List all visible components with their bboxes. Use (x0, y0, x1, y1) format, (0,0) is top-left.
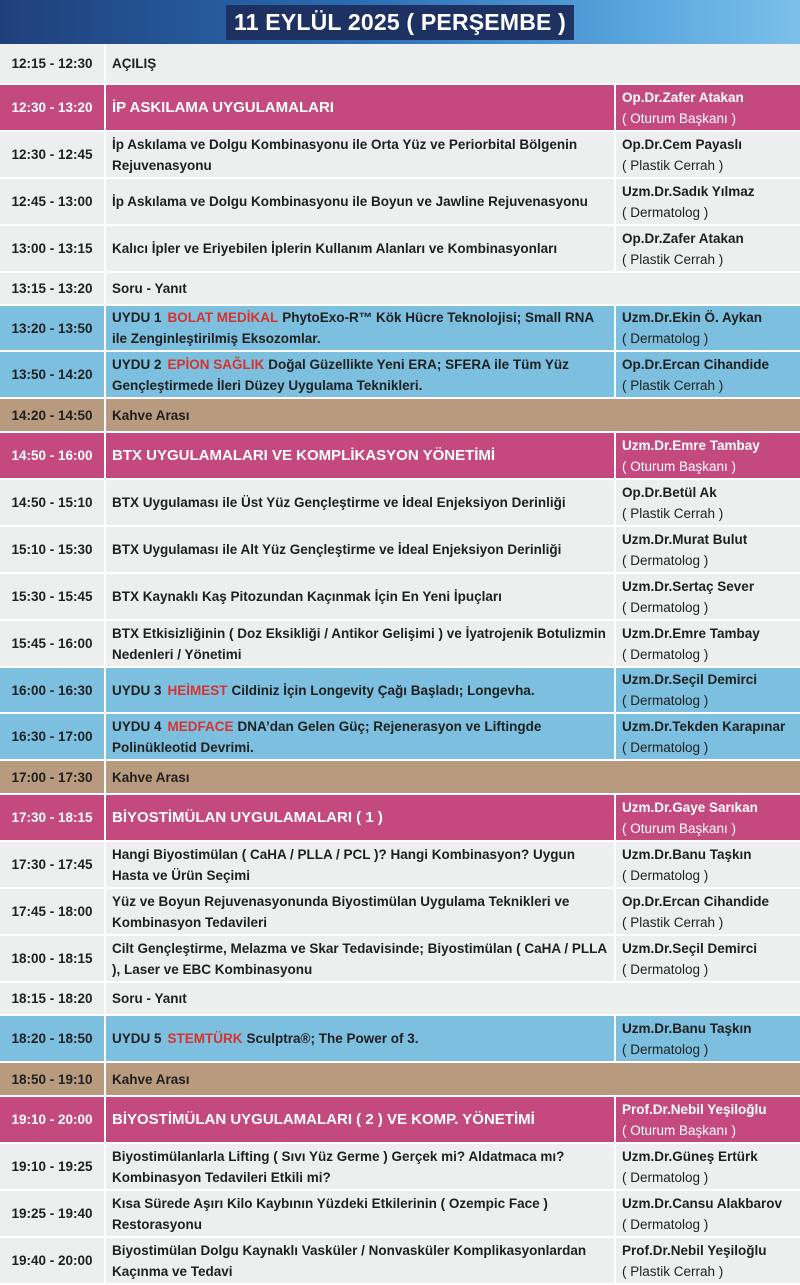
speaker-cell (614, 306, 800, 350)
satellite-label: UYDU 2 (112, 356, 162, 372)
time-slot: 16:00 - 16:30 (0, 668, 106, 712)
speaker-role: ( Dermatolog ) (622, 331, 709, 346)
speaker-cell (614, 574, 800, 619)
speaker-name: Op.Dr.Ercan Cihandide (622, 356, 770, 372)
break-row (0, 761, 800, 795)
speaker-cell (614, 668, 800, 712)
time-slot: 16:30 - 17:00 (0, 714, 106, 759)
topic-cell (106, 795, 614, 840)
topic-cell (106, 1097, 614, 1142)
topic-cell (106, 226, 614, 271)
speaker-name: Prof.Dr.Nebil Yeşiloğlu (622, 1242, 767, 1258)
time-slot: 15:30 - 15:45 (0, 574, 106, 619)
speaker-name: Op.Dr.Cem Payaslı (622, 136, 743, 152)
session-title: BİYOSTİMÜLAN UYGULAMALARI ( 2 ) VE KOMP. YÖNETİMİ (112, 1111, 535, 1128)
speaker-role: ( Plastik Cerrah ) (622, 505, 724, 521)
page-title: 11 EYLÜL 2025 ( PERŞEMBE ) (226, 5, 574, 40)
time-slot: 19:40 - 20:00 (0, 1238, 106, 1283)
agenda-row (0, 1191, 800, 1238)
speaker-name: Op.Dr.Zafer Atakan (622, 230, 744, 246)
speaker-role: ( Dermatolog ) (622, 693, 709, 708)
speaker-cell (614, 352, 800, 397)
speaker-role: ( Dermatolog ) (622, 552, 709, 568)
speaker-cell (614, 936, 800, 981)
topic-cell (106, 842, 614, 887)
speaker-name: Uzm.Dr.Tekden Karapınar (622, 718, 786, 734)
topic-title: Cildiniz İçin Longevity Çağı Başladı; Longevha. (231, 682, 535, 698)
time-slot: 12:45 - 13:00 (0, 179, 106, 224)
topic-title: BTX Kaynaklı Kaş Pitozundan Kaçınmak İçin En Yeni İpuçları (112, 589, 502, 604)
session-chair (614, 85, 800, 130)
speaker-cell (614, 889, 800, 934)
time-slot: 14:50 - 16:00 (0, 433, 106, 478)
satellite-row (0, 306, 800, 352)
topic-cell (106, 132, 614, 177)
break-row (0, 399, 800, 433)
satellite-label: UYDU 3 (112, 682, 162, 698)
speaker-role: ( Oturum Başkanı ) (622, 820, 737, 836)
topic-cell (106, 433, 614, 478)
sponsor-name: STEMTÜRK (167, 1031, 243, 1046)
speaker-role: ( Dermatolog ) (622, 739, 709, 755)
topic-title: Soru - Yanıt (112, 991, 187, 1006)
time-slot: 12:30 - 13:20 (0, 85, 106, 130)
speaker-role: ( Oturum Başkanı ) (622, 1122, 737, 1138)
session-title: BİYOSTİMÜLAN UYGULAMALARI ( 1 ) (112, 809, 383, 826)
topic-cell (106, 714, 614, 759)
speaker-cell (614, 842, 800, 887)
time-slot: 18:00 - 18:15 (0, 936, 106, 981)
speaker-role: ( Dermatolog ) (622, 599, 709, 615)
topic-cell (106, 399, 800, 431)
speaker-name: Op.Dr.Betül Ak (622, 484, 717, 500)
speaker-name: Uzm.Dr.Ekin Ö. Aykan (622, 310, 763, 325)
topic-title: BTX Etkisizliğinin ( Doz Eksikliği / Antikor Gelişimi ) ve İyatrojenik Botulizmin Nedenleri / Yönetimi (112, 625, 606, 662)
speaker-cell (614, 480, 800, 525)
agenda-row (0, 480, 800, 527)
time-slot: 18:50 - 19:10 (0, 1063, 106, 1095)
satellite-label: UYDU 1 (112, 310, 162, 325)
topic-title: PhytoExo-R™ Kök Hücre Teknolojisi; Small RNA ile Zenginleştirilmiş Eksozomlar. (112, 310, 594, 346)
topic-cell (106, 574, 614, 619)
time-slot: 17:45 - 18:00 (0, 889, 106, 934)
speaker-role: ( Plastik Cerrah ) (622, 377, 724, 393)
topic-cell (106, 936, 614, 981)
topic-title: Sculptra®; The Power of 3. (246, 1031, 419, 1046)
topic-cell (106, 480, 614, 525)
satellite-label: UYDU 4 (112, 718, 162, 734)
session-title: İP ASKILAMA UYGULAMALARI (112, 99, 334, 116)
topic-cell (106, 761, 800, 793)
speaker-name: Uzm.Dr.Banu Taşkın (622, 846, 752, 862)
speaker-cell (614, 1016, 800, 1061)
topic-title: Kısa Sürede Aşırı Kilo Kaybının Yüzdeki Etkilerinin ( Ozempic Face ) Restorasyonu (112, 1195, 548, 1232)
speaker-name: Uzm.Dr.Gaye Sarıkan (622, 799, 758, 815)
speaker-role: ( Dermatolog ) (622, 867, 709, 883)
agenda-row (0, 1238, 800, 1285)
satellite-label: UYDU 5 (112, 1031, 162, 1046)
session-chair (614, 795, 800, 840)
agenda-row (0, 226, 800, 273)
topic-title: Hangi Biyostimülan ( CaHA / PLLA / PCL )? Hangi Kombinasyon? Uygun Hasta ve Ürün Seçimi (112, 846, 576, 883)
topic-cell (106, 983, 800, 1014)
topic-title: BTX Uygulaması ile Alt Yüz Gençleştirme ve İdeal Enjeksiyon Derinliği (112, 542, 562, 557)
topic-cell (106, 85, 614, 130)
satellite-row (0, 352, 800, 399)
topic-title: DNA’dan Gelen Güç; Rejenerasyon ve Liftingde Polinükleotid Devrimi. (112, 718, 542, 755)
speaker-cell (614, 179, 800, 224)
speaker-cell (614, 132, 800, 177)
topic-title: Soru - Yanıt (112, 281, 187, 296)
agenda-row (0, 179, 800, 226)
sponsor-name: EPİON SAĞLIK (167, 356, 265, 372)
speaker-name: Uzm.Dr.Murat Bulut (622, 531, 748, 547)
agenda-row (0, 889, 800, 936)
topic-title: İp Askılama ve Dolgu Kombinasyonu ile Boyun ve Jawline Rejuvenasyonu (112, 194, 588, 209)
time-slot: 15:45 - 16:00 (0, 621, 106, 666)
speaker-role: ( Plastik Cerrah ) (622, 157, 724, 173)
topic-title: BTX Uygulaması ile Üst Yüz Gençleştirme ve İdeal Enjeksiyon Derinliği (112, 495, 566, 510)
speaker-role: ( Dermatolog ) (622, 646, 709, 662)
topic-cell (106, 1144, 614, 1189)
speaker-role: ( Dermatolog ) (622, 204, 709, 220)
topic-cell (106, 1191, 614, 1236)
topic-cell (106, 1016, 614, 1061)
speaker-role: ( Plastik Cerrah ) (622, 251, 724, 267)
topic-title: Kahve Arası (112, 769, 190, 785)
topic-cell (106, 44, 800, 83)
time-slot: 17:00 - 17:30 (0, 761, 106, 793)
page-header (0, 0, 800, 44)
session-chair (614, 1097, 800, 1142)
speaker-name: Op.Dr.Zafer Atakan (622, 89, 744, 105)
agenda-row (0, 983, 800, 1016)
topic-cell (106, 621, 614, 666)
time-slot: 17:30 - 18:15 (0, 795, 106, 840)
topic-title: Kalıcı İpler ve Eriyebilen İplerin Kullanım Alanları ve Kombinasyonları (112, 241, 558, 256)
time-slot: 13:15 - 13:20 (0, 273, 106, 304)
topic-cell (106, 889, 614, 934)
topic-title: Kahve Arası (112, 407, 190, 423)
time-slot: 14:20 - 14:50 (0, 399, 106, 431)
time-slot: 14:50 - 15:10 (0, 480, 106, 525)
agenda-row (0, 842, 800, 889)
speaker-role: ( Oturum Başkanı ) (622, 110, 737, 126)
speaker-role: ( Plastik Cerrah ) (622, 1263, 724, 1279)
speaker-role: ( Dermatolog ) (622, 1216, 709, 1232)
session-header-row (0, 795, 800, 842)
agenda-row (0, 1144, 800, 1191)
session-header-row (0, 85, 800, 132)
session-header-row (0, 433, 800, 480)
time-slot: 19:10 - 20:00 (0, 1097, 106, 1142)
time-slot: 18:15 - 18:20 (0, 983, 106, 1014)
speaker-name: Uzm.Dr.Sadık Yılmaz (622, 183, 755, 199)
speaker-cell (614, 1144, 800, 1189)
speaker-name: Uzm.Dr.Emre Tambay (622, 625, 760, 641)
speaker-cell (614, 527, 800, 572)
speaker-role: ( Dermatolog ) (622, 1169, 709, 1185)
speaker-role: ( Plastik Cerrah ) (622, 914, 724, 930)
speaker-cell (614, 226, 800, 271)
time-slot: 15:10 - 15:30 (0, 527, 106, 572)
time-slot: 12:30 - 12:45 (0, 132, 106, 177)
speaker-name: Uzm.Dr.Seçil Demirci (622, 672, 758, 687)
topic-cell (106, 273, 800, 304)
sponsor-name: HEİMEST (167, 682, 228, 698)
speaker-name: Prof.Dr.Nebil Yeşiloğlu (622, 1101, 767, 1117)
agenda-row (0, 574, 800, 621)
speaker-cell (614, 1191, 800, 1236)
time-slot: 18:20 - 18:50 (0, 1016, 106, 1061)
satellite-row (0, 714, 800, 761)
speaker-cell (614, 1238, 800, 1283)
speaker-name: Uzm.Dr.Sertaç Sever (622, 578, 755, 594)
topic-cell (106, 179, 614, 224)
topic-title: Yüz ve Boyun Rejuvenasyonunda Biyostimülan Uygulama Teknikleri ve Kombinasyon Tedavileri (112, 893, 570, 930)
topic-cell (106, 1063, 800, 1095)
speaker-name: Uzm.Dr.Seçil Demirci (622, 940, 758, 956)
session-chair (614, 433, 800, 478)
speaker-role: ( Dermatolog ) (622, 961, 709, 977)
sponsor-name: MEDFACE (167, 718, 234, 734)
speaker-role: ( Dermatolog ) (622, 1041, 709, 1057)
topic-title: AÇILIŞ (112, 56, 157, 71)
agenda-row (0, 44, 800, 85)
session-title: BTX UYGULAMALARI VE KOMPLİKASYON YÖNETİMİ (112, 447, 496, 464)
speaker-cell (614, 714, 800, 759)
topic-cell (106, 306, 614, 350)
speaker-name: Uzm.Dr.Cansu Alakbarov (622, 1195, 783, 1211)
topic-title: Doğal Güzellikte Yeni ERA; SFERA ile Tüm Yüz Gençleştirmede İleri Düzey Uygulama Teknikleri. (112, 356, 569, 393)
agenda-row (0, 527, 800, 574)
session-header-row (0, 1097, 800, 1144)
satellite-row (0, 1016, 800, 1063)
speaker-name: Uzm.Dr.Güneş Ertürk (622, 1148, 758, 1164)
break-row (0, 1063, 800, 1097)
agenda-row (0, 273, 800, 306)
speaker-name: Uzm.Dr.Emre Tambay (622, 437, 760, 453)
speaker-role: ( Oturum Başkanı ) (622, 458, 737, 474)
topic-cell (106, 352, 614, 397)
speaker-cell (614, 621, 800, 666)
agenda-table (0, 44, 800, 1285)
agenda-row (0, 621, 800, 668)
topic-title: Cilt Gençleştirme, Melazma ve Skar Tedavisinde; Biyostimülan ( CaHA / PLLA ), Laser ve EBC Kombinasyonu (112, 940, 607, 977)
time-slot: 13:00 - 13:15 (0, 226, 106, 271)
sponsor-name: BOLAT MEDİKAL (167, 310, 279, 325)
topic-title: Kahve Arası (112, 1071, 190, 1087)
speaker-name: Uzm.Dr.Banu Taşkın (622, 1020, 752, 1036)
topic-title: Biyostimülan Dolgu Kaynaklı Vasküler / Nonvasküler Komplikasyonlardan Kaçınma ve Tedavi (112, 1242, 587, 1279)
time-slot: 12:15 - 12:30 (0, 44, 106, 83)
topic-title: Biyostimülanlarla Lifting ( Sıvı Yüz Germe ) Gerçek mi? Aldatmaca mı? Kombinasyon Tedavileri Etkili mi? (112, 1148, 565, 1185)
time-slot: 19:10 - 19:25 (0, 1144, 106, 1189)
satellite-row (0, 668, 800, 714)
topic-cell (106, 1238, 614, 1283)
time-slot: 13:20 - 13:50 (0, 306, 106, 350)
time-slot: 13:50 - 14:20 (0, 352, 106, 397)
topic-cell (106, 668, 614, 712)
speaker-name: Op.Dr.Ercan Cihandide (622, 893, 770, 909)
agenda-row (0, 936, 800, 983)
agenda-row (0, 132, 800, 179)
time-slot: 19:25 - 19:40 (0, 1191, 106, 1236)
topic-title: İp Askılama ve Dolgu Kombinasyonu ile Orta Yüz ve Periorbital Bölgenin Rejuvenasyonu (112, 136, 578, 173)
topic-cell (106, 527, 614, 572)
time-slot: 17:30 - 17:45 (0, 842, 106, 887)
